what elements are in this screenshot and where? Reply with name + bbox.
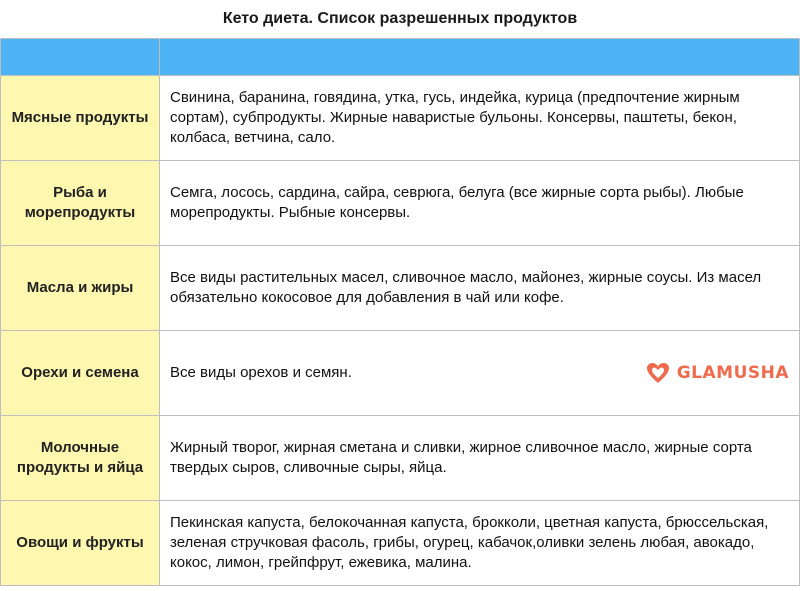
table-row [1,76,800,161]
products-table [0,38,800,586]
items-cell: Пекинская капуста, белокочанная капуста, брокколи, цветная капуста, брюссельская, зеленая стручковая фасоль, грибы, огурец, кабачок,оливки зелень любая, авокадо, кокос, лимон, грейпфрут, ежевика, малина. [160,501,800,586]
category-cell: Овощи и фрукты [1,501,160,586]
items-cell: Жирный творог, жирная сметана и сливки, жирное сливочное масло, жирные сорта твердых сыров, сливочные сыры, яйца. [160,416,800,501]
heart-icon [645,361,671,385]
logo-text: GLAMUSHA [676,363,789,383]
items-cell-with-logo [160,331,800,416]
table-row [1,246,800,331]
items-cell: Все виды растительных масел, сливочное масло, майонез, жирные соусы. Из масел обязательно кокосовое для добавления в чай или кофе. [160,246,800,331]
page-title: Кето диета. Список разрешенных продуктов [222,10,578,27]
category-cell: Мясные продукты [1,76,160,161]
category-cell: Рыба и морепродукты [1,161,160,246]
table-header-row [1,39,800,76]
category-cell: Молочные продукты и яйца [1,416,160,501]
table-row [1,501,800,586]
header-cell-items [160,39,800,76]
category-cell: Масла и жиры [1,246,160,331]
header-cell-category [1,39,160,76]
table-row [1,161,800,246]
items-cell: Семга, лосось, сардина, сайра, севрюга, белуга (все жирные сорта рыбы). Любые морепродукты. Рыбные консервы. [160,161,800,246]
table-row [1,331,800,416]
items-cell: Свинина, баранина, говядина, утка, гусь, индейка, курица (предпочтение жирным сортам), субпродукты. Жирные наваристые бульоны. Консервы, паштеты, бекон, колбаса, ветчина, сало. [160,76,800,161]
items-text: Все виды орехов и семян. [170,364,352,381]
table-row [1,416,800,501]
category-cell: Орехи и семена [1,331,160,416]
glamusha-logo [645,361,789,385]
